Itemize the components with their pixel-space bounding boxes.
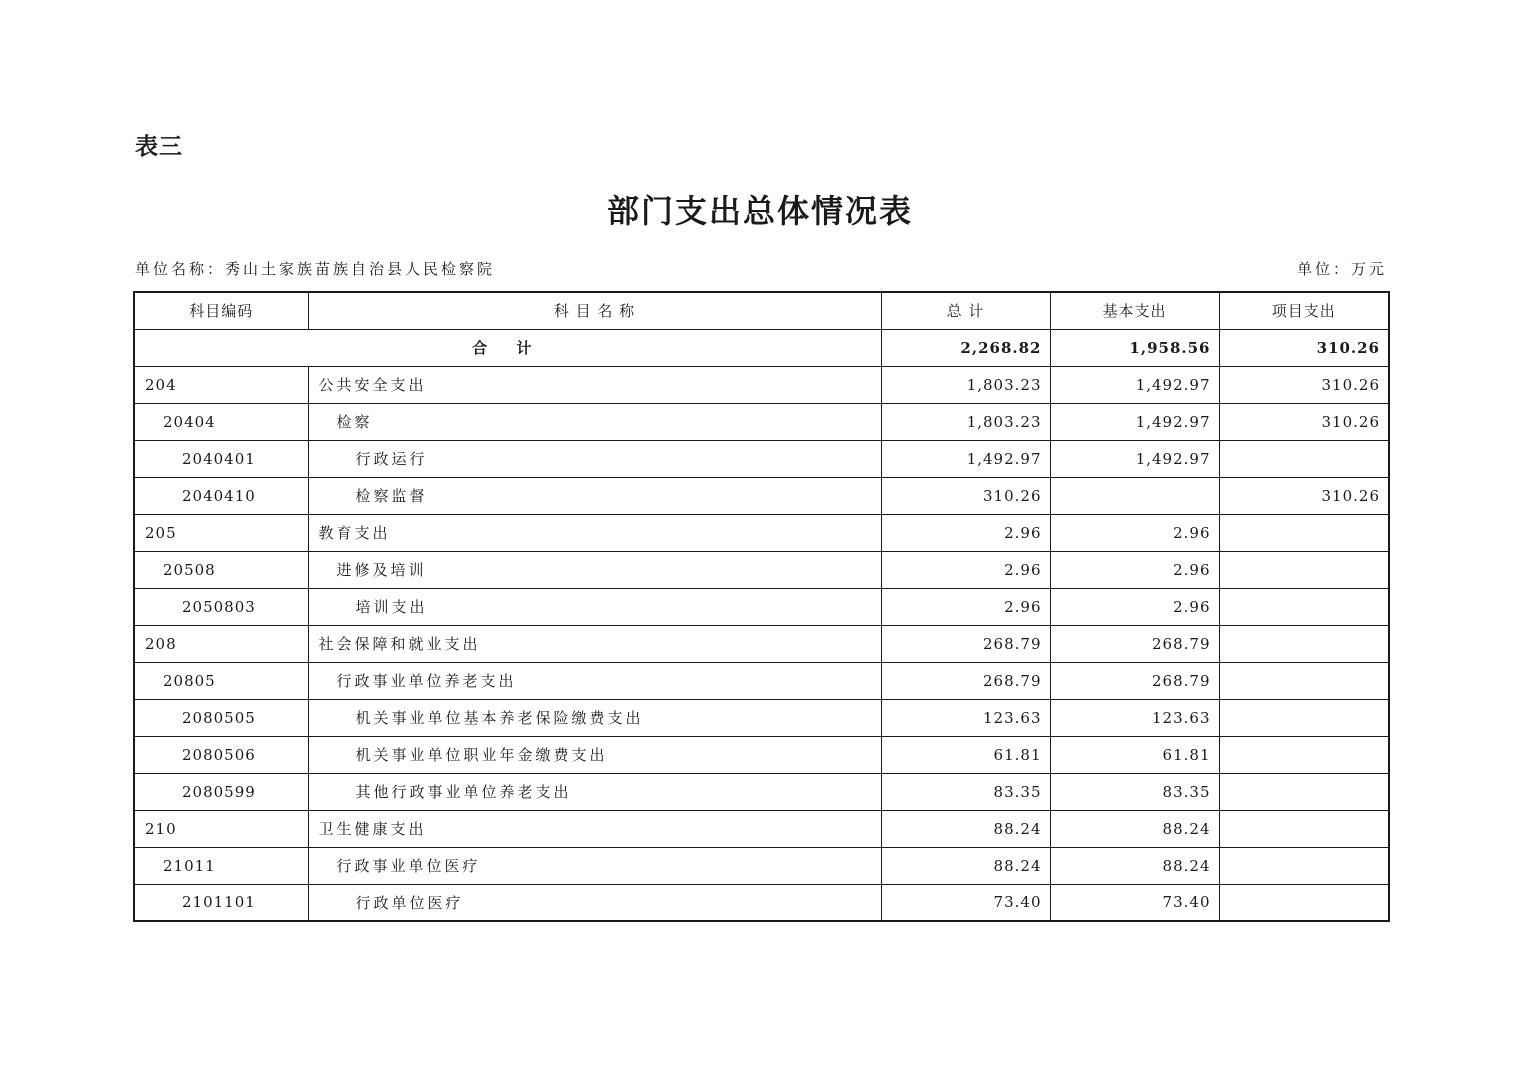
row-project — [1219, 699, 1389, 736]
row-project — [1219, 773, 1389, 810]
row-total: 2.96 — [881, 588, 1050, 625]
row-total: 1,492.97 — [881, 440, 1050, 477]
row-code: 2080506 — [134, 736, 308, 773]
table-row — [134, 440, 1389, 477]
row-total: 2.96 — [881, 514, 1050, 551]
row-name: 社会保障和就业支出 — [308, 625, 881, 662]
row-code: 210 — [134, 810, 308, 847]
table-header-row — [134, 292, 1389, 329]
row-name: 培训支出 — [308, 588, 881, 625]
row-name: 检察 — [308, 403, 881, 440]
row-code: 208 — [134, 625, 308, 662]
row-name: 教育支出 — [308, 514, 881, 551]
table-row — [134, 662, 1389, 699]
row-name: 其他行政事业单位养老支出 — [308, 773, 881, 810]
table-row — [134, 773, 1389, 810]
row-basic: 268.79 — [1050, 625, 1219, 662]
header-project: 项目支出 — [1219, 292, 1389, 329]
row-total: 73.40 — [881, 884, 1050, 921]
row-code: 21011 — [134, 847, 308, 884]
document-title: 部门支出总体情况表 — [606, 192, 913, 230]
row-name: 机关事业单位基本养老保险缴费支出 — [308, 699, 881, 736]
row-code: 2040410 — [134, 477, 308, 514]
total-project: 310.26 — [1219, 329, 1389, 366]
table-number-label: 表三 — [135, 134, 183, 160]
row-project — [1219, 736, 1389, 773]
header-basic: 基本支出 — [1050, 292, 1219, 329]
table-row — [134, 699, 1389, 736]
row-code: 204 — [134, 366, 308, 403]
row-basic: 268.79 — [1050, 662, 1219, 699]
row-total: 83.35 — [881, 773, 1050, 810]
expenditure-table — [133, 291, 1390, 922]
table-row — [134, 736, 1389, 773]
row-project — [1219, 514, 1389, 551]
row-code: 2101101 — [134, 884, 308, 921]
row-basic: 2.96 — [1050, 514, 1219, 551]
row-basic: 73.40 — [1050, 884, 1219, 921]
row-basic: 1,492.97 — [1050, 440, 1219, 477]
row-name: 行政事业单位养老支出 — [308, 662, 881, 699]
row-code: 2080599 — [134, 773, 308, 810]
row-basic: 88.24 — [1050, 847, 1219, 884]
row-project — [1219, 884, 1389, 921]
table-row — [134, 551, 1389, 588]
row-total: 88.24 — [881, 847, 1050, 884]
row-project — [1219, 551, 1389, 588]
table-row — [134, 477, 1389, 514]
row-total: 268.79 — [881, 662, 1050, 699]
total-label: 合 计 — [134, 329, 881, 366]
row-project — [1219, 810, 1389, 847]
row-basic — [1050, 477, 1219, 514]
table-row — [134, 366, 1389, 403]
row-basic: 88.24 — [1050, 810, 1219, 847]
table-row — [134, 884, 1389, 921]
row-total: 61.81 — [881, 736, 1050, 773]
row-basic: 83.35 — [1050, 773, 1219, 810]
row-code: 205 — [134, 514, 308, 551]
row-project — [1219, 625, 1389, 662]
row-code: 20404 — [134, 403, 308, 440]
row-total: 2.96 — [881, 551, 1050, 588]
row-project — [1219, 588, 1389, 625]
table-row — [134, 514, 1389, 551]
row-project: 310.26 — [1219, 477, 1389, 514]
row-project — [1219, 662, 1389, 699]
header-code: 科目编码 — [134, 292, 308, 329]
row-basic: 1,492.97 — [1050, 403, 1219, 440]
table-row — [134, 847, 1389, 884]
header-total: 总 计 — [881, 292, 1050, 329]
table-row — [134, 810, 1389, 847]
row-total: 268.79 — [881, 625, 1050, 662]
row-code: 2050803 — [134, 588, 308, 625]
header-name: 科 目 名 称 — [308, 292, 881, 329]
currency-unit: 单位：万元 — [1296, 260, 1387, 278]
row-basic: 1,492.97 — [1050, 366, 1219, 403]
row-basic: 2.96 — [1050, 588, 1219, 625]
row-project — [1219, 847, 1389, 884]
row-name: 行政运行 — [308, 440, 881, 477]
row-code: 20508 — [134, 551, 308, 588]
total-row — [134, 329, 1389, 366]
row-basic: 2.96 — [1050, 551, 1219, 588]
row-name: 机关事业单位职业年金缴费支出 — [308, 736, 881, 773]
row-basic: 61.81 — [1050, 736, 1219, 773]
row-project: 310.26 — [1219, 403, 1389, 440]
row-code: 2040401 — [134, 440, 308, 477]
row-name: 进修及培训 — [308, 551, 881, 588]
row-total: 123.63 — [881, 699, 1050, 736]
row-name: 检察监督 — [308, 477, 881, 514]
row-name: 行政事业单位医疗 — [308, 847, 881, 884]
row-project: 310.26 — [1219, 366, 1389, 403]
table-row — [134, 588, 1389, 625]
row-total: 1,803.23 — [881, 403, 1050, 440]
row-name: 卫生健康支出 — [308, 810, 881, 847]
total-total: 2,268.82 — [881, 329, 1050, 366]
row-code: 2080505 — [134, 699, 308, 736]
table-row — [134, 403, 1389, 440]
row-basic: 123.63 — [1050, 699, 1219, 736]
row-total: 88.24 — [881, 810, 1050, 847]
total-basic: 1,958.56 — [1050, 329, 1219, 366]
unit-name: 单位名称：秀山土家族苗族自治县人民检察院 — [135, 260, 496, 278]
row-project — [1219, 440, 1389, 477]
table-row — [134, 625, 1389, 662]
row-total: 1,803.23 — [881, 366, 1050, 403]
row-code: 20805 — [134, 662, 308, 699]
row-total: 310.26 — [881, 477, 1050, 514]
row-name: 公共安全支出 — [308, 366, 881, 403]
row-name: 行政单位医疗 — [308, 884, 881, 921]
